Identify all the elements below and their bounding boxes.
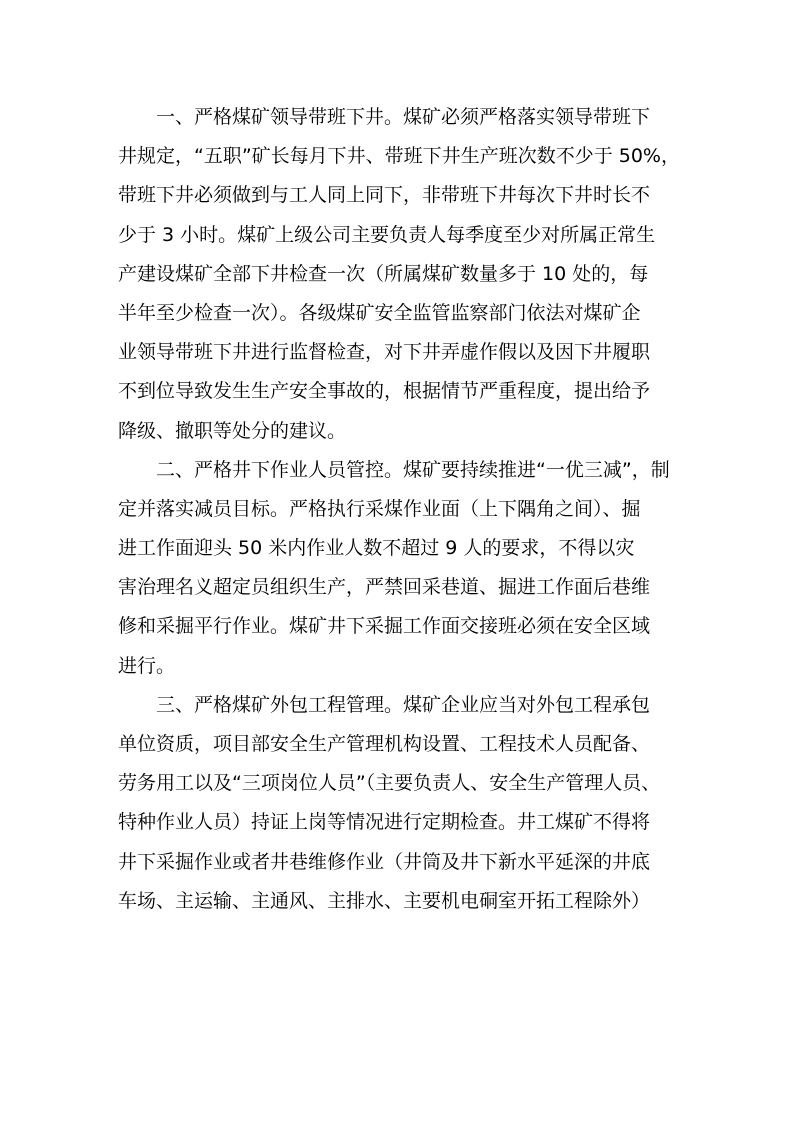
text-line: 带班下井必须做到与工人同上同下，非带班下井每次下井时长不 xyxy=(118,184,651,207)
text-line: 进工作面迎头 50 米内作业人数不超过 9 人的要求，不得以灾 xyxy=(118,537,635,560)
text-line: 不到位导致发生生产安全事故的，根据情节严重程度，提出给予 xyxy=(118,380,651,403)
text-line: 半年至少检查一次）。各级煤矿安全监管监察部门依法对煤矿企 xyxy=(118,301,641,324)
text-line: 进行。 xyxy=(118,654,176,677)
text-line: 一、严格煤矿领导带班下井。煤矿必须严格落实领导带班下 xyxy=(118,106,651,128)
text-line: 业领导带班下井进行监督检查，对下井弄虚作假以及因下井履职 xyxy=(118,341,651,364)
text-line: 特种作业人员）持证上岗等情况进行定期检查。井工煤矿不得将 xyxy=(118,811,651,834)
document-body xyxy=(118,98,688,921)
text-line: 井规定，“五职”矿长每月下井、带班下井生产班次数不少于 50%， xyxy=(118,145,680,168)
text-line: 产建设煤矿全部下井检查一次（所属煤矿数量多于 10 处的，每 xyxy=(118,262,649,285)
text-line: 定并落实减员目标。严格执行采煤作业面（上下隅角之间）、掘 xyxy=(118,497,641,520)
text-line: 害治理名义超定员组织生产，严禁回采巷道、掘进工作面后巷维 xyxy=(118,576,651,599)
text-line: 降级、撤职等处分的建议。 xyxy=(118,419,347,442)
text-line: 修和采掘平行作业。煤矿井下采掘工作面交接班必须在安全区域 xyxy=(118,615,651,638)
text-line: 二、严格井下作业人员管控。煤矿要持续推进“一优三减”，制 xyxy=(118,458,670,481)
text-line: 三、严格煤矿外包工程管理。煤矿企业应当对外包工程承包 xyxy=(118,693,651,716)
text-line: 少于 3 小时。煤矿上级公司主要负责人每季度至少对所属正常生 xyxy=(118,223,656,246)
text-line: 劳务用工以及“三项岗位人员”（主要负责人、安全生产管理人员、 xyxy=(118,772,661,795)
text-line: 单位资质，项目部安全生产管理机构设置、工程技术人员配备、 xyxy=(118,733,651,755)
text-line: 车场、主运输、主通风、主排水、主要机电硐室开拓工程除外） xyxy=(118,889,651,912)
text-line: 井下采掘作业或者井巷维修作业（井筒及井下新水平延深的井底 xyxy=(118,850,651,873)
